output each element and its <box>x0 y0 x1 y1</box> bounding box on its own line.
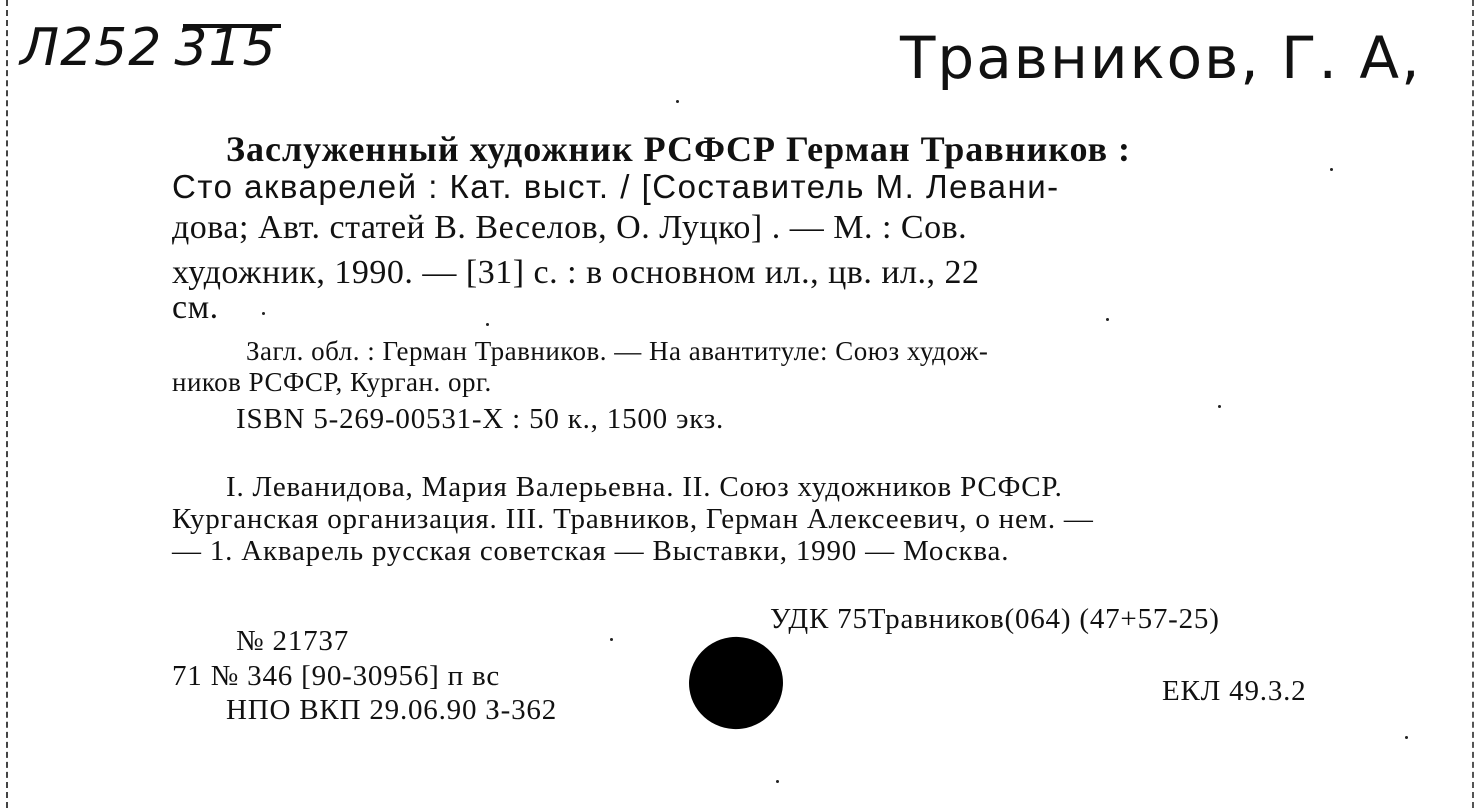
print-line-2: НПО ВКП 29.06.90 З-362 <box>226 694 557 726</box>
subject-line-2: Курганская организация. III. Травников, Герман Алексеевич, о нем. — <box>172 503 1094 535</box>
ink-blot-icon <box>683 631 789 735</box>
author-handwritten: Травников, Г. А, <box>900 24 1422 92</box>
body-line-3: художник, 1990. — [31] с. : в основном ил., цв. ил., 22 <box>172 254 980 291</box>
print-line-1: 71 № 346 [90-30956] п вс <box>172 660 501 692</box>
body-line-2: дова; Авт. статей В. Веселов, О. Луцко] . — М. : Сов. <box>172 209 968 246</box>
udk-line: УДК 75Травников(064) (47+57-25) <box>770 603 1220 635</box>
speck <box>262 312 265 315</box>
shelfmark-overline <box>183 24 281 28</box>
body-line-4: см. <box>172 289 219 326</box>
card-left-edge <box>6 0 8 808</box>
speck <box>486 323 489 326</box>
body-line-1: Сто акварелей : Кат. выст. / [Составитель М. Левани- <box>172 168 1060 205</box>
note-line-2: ников РСФСР, Курган. орг. <box>172 367 492 397</box>
subject-line-1: I. Леванидова, Мария Валерьевна. II. Союз художников РСФСР. <box>226 471 1063 503</box>
ekl-line: ЕКЛ 49.3.2 <box>1162 675 1307 707</box>
subject-line-3: — 1. Акварель русская советская — Выставки, 1990 — Москва. <box>172 535 1010 567</box>
shelfmark-code: Л252 <box>20 18 163 78</box>
title-line: Заслуженный художник РСФСР Герман Травников : <box>226 129 1132 169</box>
shelfmark-sub: 315 <box>174 18 277 78</box>
card-right-edge <box>1472 0 1474 808</box>
card-number: № 21737 <box>236 625 350 657</box>
speck <box>1218 405 1221 408</box>
speck <box>1106 318 1109 321</box>
speck <box>676 100 679 103</box>
speck <box>610 638 613 641</box>
speck <box>1330 168 1333 171</box>
note-line-1: Загл. обл. : Герман Травников. — На авантитуле: Союз худож- <box>246 336 989 366</box>
speck <box>776 780 779 783</box>
isbn-line: ISBN 5-269-00531-X : 50 к., 1500 экз. <box>236 403 725 435</box>
speck <box>1405 736 1408 739</box>
